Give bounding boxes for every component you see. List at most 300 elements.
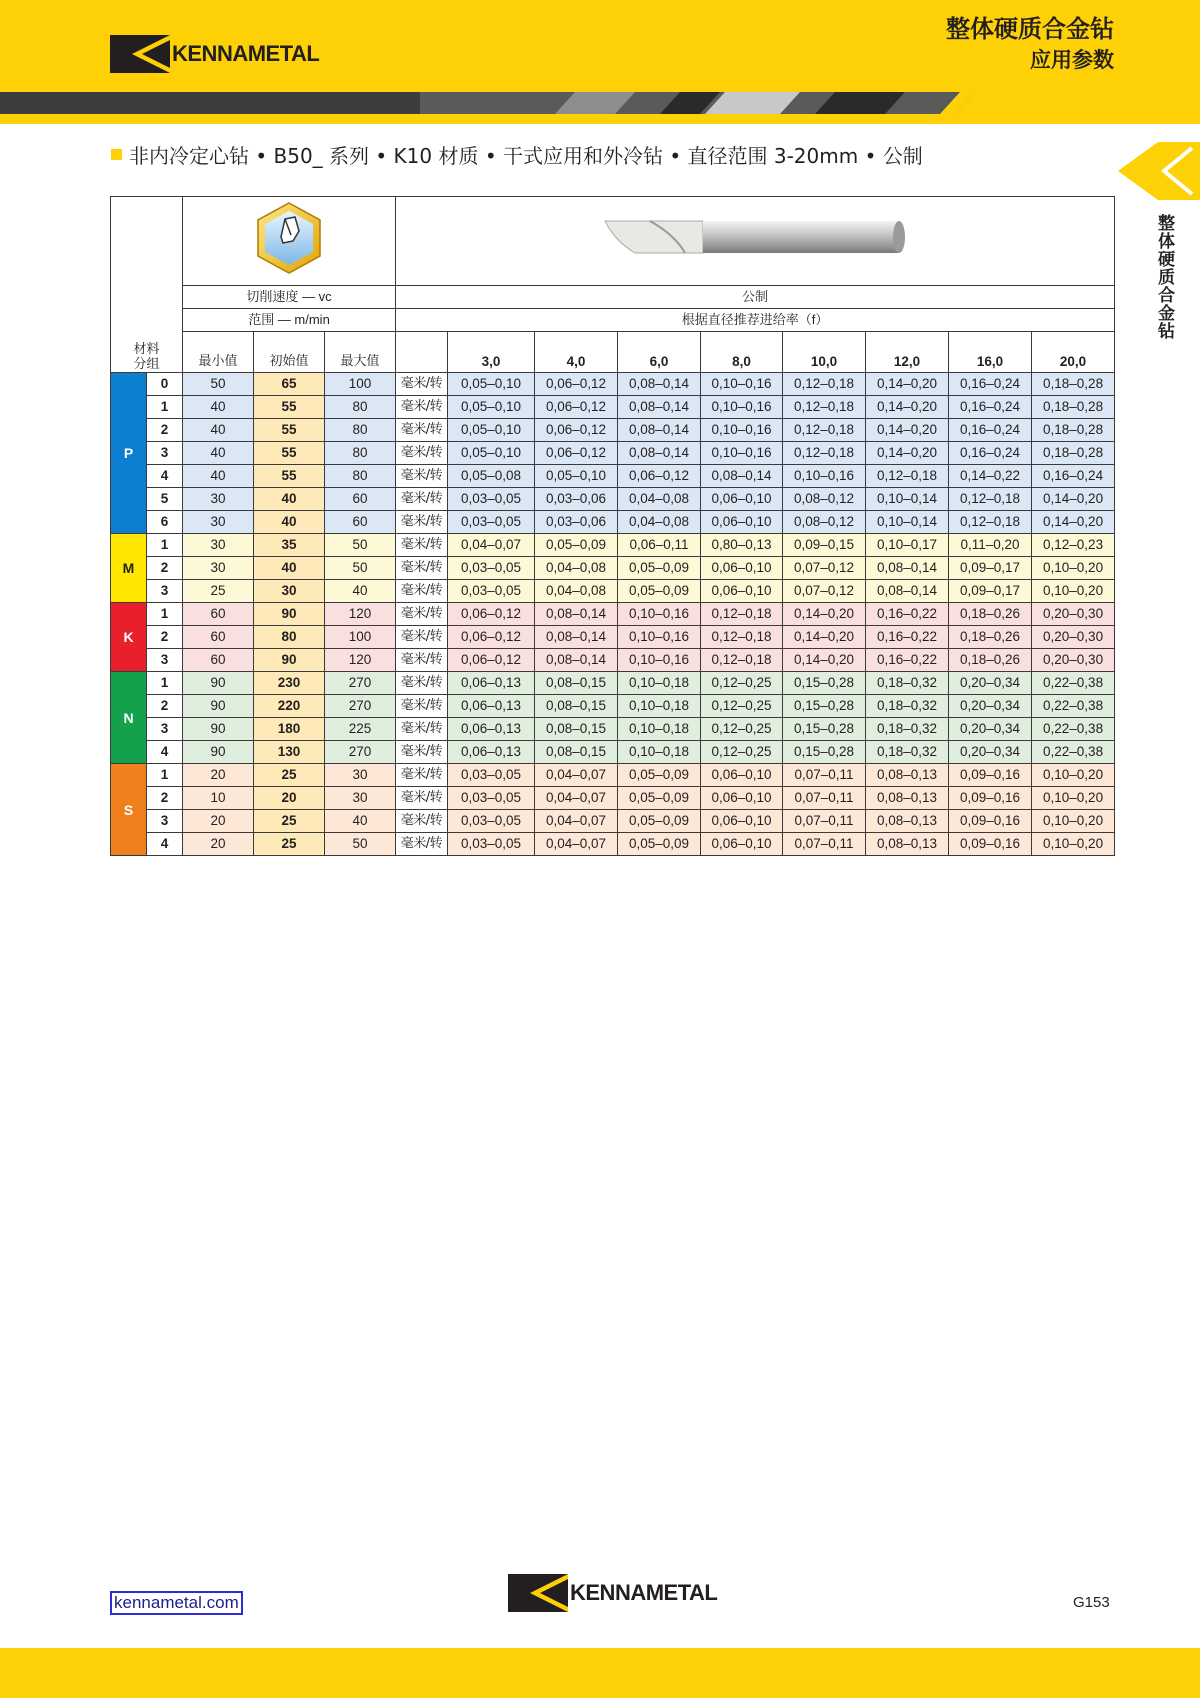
cutting-speed-label: 切削速度 — vc <box>183 286 396 309</box>
material-group-m: M <box>111 534 147 603</box>
subgroup-number: 3 <box>147 810 183 833</box>
feed-value: 0,06–0,13 <box>448 672 535 695</box>
feed-unit: 毫米/转 <box>396 511 448 534</box>
feed-value: 0,06–0,10 <box>701 810 783 833</box>
feed-value: 0,08–0,14 <box>866 580 949 603</box>
feed-value: 0,04–0,08 <box>618 511 701 534</box>
feed-value: 0,09–0,17 <box>949 580 1032 603</box>
subgroup-number: 0 <box>147 373 183 396</box>
speed-min: 90 <box>183 672 254 695</box>
table-row <box>111 442 1115 465</box>
feeds-speeds-table <box>110 196 1115 856</box>
diameter-header: 4,0 <box>535 332 618 373</box>
feed-value: 0,08–0,14 <box>866 557 949 580</box>
feed-value: 0,04–0,07 <box>535 764 618 787</box>
col-unit-blank <box>396 332 448 373</box>
speed-start: 40 <box>254 488 325 511</box>
feed-value: 0,14–0,20 <box>866 442 949 465</box>
page-subtitle: 应用参数 <box>1030 48 1114 72</box>
feed-value: 0,12–0,25 <box>701 718 783 741</box>
speed-max: 80 <box>325 419 396 442</box>
speed-max: 100 <box>325 373 396 396</box>
feed-value: 0,03–0,05 <box>448 557 535 580</box>
feed-value: 0,09–0,17 <box>949 557 1032 580</box>
feed-value: 0,18–0,28 <box>1032 442 1115 465</box>
section-heading-text: 非内冷定心钻 • B50_ 系列 • K10 材质 • 干式应用和外冷钻 • 直径范围 3-20mm • 公制 <box>129 144 923 168</box>
feed-value: 0,10–0,18 <box>618 695 701 718</box>
material-group-k: K <box>111 603 147 672</box>
hexagon-material-icon <box>255 201 323 275</box>
diameter-header: 6,0 <box>618 332 701 373</box>
feed-value: 0,04–0,08 <box>618 488 701 511</box>
feed-value: 0,20–0,34 <box>949 672 1032 695</box>
table-row <box>111 764 1115 787</box>
speed-start: 90 <box>254 649 325 672</box>
feed-value: 0,16–0,22 <box>866 626 949 649</box>
speed-min: 40 <box>183 465 254 488</box>
feed-value: 0,07–0,12 <box>783 557 866 580</box>
speed-max: 50 <box>325 557 396 580</box>
feed-value: 0,08–0,12 <box>783 511 866 534</box>
feed-value: 0,20–0,30 <box>1032 649 1115 672</box>
feed-value: 0,09–0,16 <box>949 764 1032 787</box>
feed-value: 0,06–0,13 <box>448 741 535 764</box>
subgroup-number: 3 <box>147 442 183 465</box>
subgroup-number: 1 <box>147 534 183 557</box>
table-row <box>111 557 1115 580</box>
feed-value: 0,14–0,20 <box>866 373 949 396</box>
feed-value: 0,12–0,18 <box>701 649 783 672</box>
feed-value: 0,15–0,28 <box>783 741 866 764</box>
subgroup-number: 4 <box>147 833 183 856</box>
feed-value: 0,10–0,16 <box>618 603 701 626</box>
speed-max: 40 <box>325 810 396 833</box>
feed-value: 0,09–0,16 <box>949 833 1032 856</box>
feed-value: 0,22–0,38 <box>1032 672 1115 695</box>
feed-value: 0,06–0,10 <box>701 833 783 856</box>
feed-value: 0,20–0,34 <box>949 718 1032 741</box>
feed-value: 0,08–0,14 <box>535 649 618 672</box>
col-start: 初始值 <box>254 332 325 373</box>
feed-value: 0,14–0,20 <box>783 649 866 672</box>
feed-value: 0,12–0,25 <box>701 741 783 764</box>
feed-value: 0,10–0,16 <box>701 442 783 465</box>
speed-max: 270 <box>325 695 396 718</box>
feed-value: 0,03–0,06 <box>535 511 618 534</box>
speed-start: 180 <box>254 718 325 741</box>
feed-value: 0,03–0,06 <box>535 488 618 511</box>
feed-value: 0,08–0,15 <box>535 672 618 695</box>
feed-value: 0,09–0,16 <box>949 787 1032 810</box>
speed-max: 50 <box>325 534 396 557</box>
diameter-header: 10,0 <box>783 332 866 373</box>
feed-value: 0,16–0,22 <box>866 649 949 672</box>
speed-range-label: 范围 — m/min <box>183 309 396 332</box>
feed-value: 0,14–0,20 <box>783 603 866 626</box>
feed-value: 0,10–0,20 <box>1032 833 1115 856</box>
feed-value: 0,05–0,10 <box>535 465 618 488</box>
table-row <box>111 373 1115 396</box>
speed-min: 10 <box>183 787 254 810</box>
col-min: 最小值 <box>183 332 254 373</box>
feed-value: 0,05–0,09 <box>535 534 618 557</box>
feed-value: 0,03–0,05 <box>448 833 535 856</box>
feed-unit: 毫米/转 <box>396 419 448 442</box>
speed-min: 20 <box>183 833 254 856</box>
speed-start: 20 <box>254 787 325 810</box>
feed-value: 0,05–0,09 <box>618 557 701 580</box>
feed-value: 0,12–0,18 <box>949 488 1032 511</box>
subgroup-number: 1 <box>147 396 183 419</box>
subgroup-number: 2 <box>147 419 183 442</box>
speed-start: 40 <box>254 557 325 580</box>
feed-value: 0,06–0,12 <box>618 465 701 488</box>
feed-value: 0,03–0,05 <box>448 580 535 603</box>
footer-kennametal-k-icon <box>508 1574 568 1612</box>
feed-value: 0,14–0,20 <box>866 419 949 442</box>
feed-value: 0,04–0,07 <box>448 534 535 557</box>
speed-max: 60 <box>325 511 396 534</box>
speed-start: 35 <box>254 534 325 557</box>
feed-value: 0,09–0,16 <box>949 810 1032 833</box>
feed-value: 0,08–0,15 <box>535 718 618 741</box>
feed-value: 0,08–0,15 <box>535 741 618 764</box>
subgroup-number: 1 <box>147 672 183 695</box>
feed-value: 0,12–0,18 <box>783 442 866 465</box>
speed-max: 100 <box>325 626 396 649</box>
feed-unit: 毫米/转 <box>396 626 448 649</box>
feed-value: 0,05–0,10 <box>448 419 535 442</box>
speed-min: 40 <box>183 419 254 442</box>
subgroup-number: 3 <box>147 580 183 603</box>
speed-max: 80 <box>325 396 396 419</box>
feed-value: 0,07–0,11 <box>783 764 866 787</box>
feed-value: 0,18–0,28 <box>1032 373 1115 396</box>
feed-value: 0,07–0,12 <box>783 580 866 603</box>
table-row <box>111 741 1115 764</box>
feed-value: 0,04–0,08 <box>535 557 618 580</box>
feed-value: 0,16–0,24 <box>1032 465 1115 488</box>
feed-value: 0,10–0,18 <box>618 672 701 695</box>
feed-value: 0,12–0,18 <box>783 396 866 419</box>
subgroup-number: 2 <box>147 557 183 580</box>
speed-start: 30 <box>254 580 325 603</box>
feed-value: 0,12–0,18 <box>866 465 949 488</box>
page-number: G153 <box>1073 1594 1110 1611</box>
feed-value: 0,14–0,20 <box>866 396 949 419</box>
feed-unit: 毫米/转 <box>396 764 448 787</box>
feed-unit: 毫米/转 <box>396 741 448 764</box>
feed-value: 0,07–0,11 <box>783 833 866 856</box>
footer-brand-logo[interactable] <box>508 1574 717 1612</box>
feed-value: 0,20–0,30 <box>1032 603 1115 626</box>
header-underline <box>0 114 1200 124</box>
feed-value: 0,06–0,10 <box>701 557 783 580</box>
speed-max: 40 <box>325 580 396 603</box>
feed-value: 0,12–0,25 <box>701 695 783 718</box>
feed-value: 0,16–0,24 <box>949 373 1032 396</box>
diameter-header: 20,0 <box>1032 332 1115 373</box>
feed-value: 0,08–0,14 <box>535 626 618 649</box>
feed-value: 0,10–0,20 <box>1032 557 1115 580</box>
feed-value: 0,06–0,10 <box>701 787 783 810</box>
footer-website-link[interactable]: kennametal.com <box>110 1591 243 1615</box>
speed-max: 225 <box>325 718 396 741</box>
speed-start: 55 <box>254 465 325 488</box>
subgroup-number: 1 <box>147 764 183 787</box>
feed-value: 0,10–0,20 <box>1032 810 1115 833</box>
speed-min: 30 <box>183 488 254 511</box>
footer-brand-name: KENNAMETAL <box>570 1580 718 1605</box>
speed-start: 25 <box>254 764 325 787</box>
feed-value: 0,08–0,14 <box>618 442 701 465</box>
feed-value: 0,15–0,28 <box>783 672 866 695</box>
feed-value: 0,20–0,34 <box>949 695 1032 718</box>
feed-value: 0,06–0,12 <box>535 373 618 396</box>
feed-value: 0,05–0,09 <box>618 787 701 810</box>
feed-value: 0,07–0,11 <box>783 810 866 833</box>
feed-value: 0,03–0,05 <box>448 810 535 833</box>
feed-value: 0,22–0,38 <box>1032 741 1115 764</box>
speed-min: 90 <box>183 718 254 741</box>
feed-value: 0,06–0,11 <box>618 534 701 557</box>
feed-value: 0,12–0,25 <box>701 672 783 695</box>
feed-value: 0,18–0,26 <box>949 649 1032 672</box>
feed-value: 0,06–0,10 <box>701 764 783 787</box>
feed-value: 0,20–0,30 <box>1032 626 1115 649</box>
subgroup-number: 4 <box>147 741 183 764</box>
page-title: 整体硬质合金钻 <box>946 15 1114 43</box>
feed-value: 0,16–0,24 <box>949 396 1032 419</box>
speed-min: 50 <box>183 373 254 396</box>
feed-value: 0,80–0,13 <box>701 534 783 557</box>
feed-unit: 毫米/转 <box>396 373 448 396</box>
feed-value: 0,06–0,12 <box>535 419 618 442</box>
feed-value: 0,08–0,14 <box>535 603 618 626</box>
feed-value: 0,05–0,09 <box>618 810 701 833</box>
table-row <box>111 603 1115 626</box>
material-group-label-line2: 分组 <box>133 357 160 372</box>
subgroup-number: 1 <box>147 603 183 626</box>
feed-value: 0,10–0,20 <box>1032 787 1115 810</box>
subgroup-number: 6 <box>147 511 183 534</box>
feed-value: 0,06–0,10 <box>701 580 783 603</box>
feed-value: 0,06–0,12 <box>448 626 535 649</box>
speed-max: 80 <box>325 465 396 488</box>
side-tab-label[interactable]: 整体硬质合金钻 <box>1154 214 1174 340</box>
speed-min: 25 <box>183 580 254 603</box>
feed-value: 0,11–0,20 <box>949 534 1032 557</box>
diameter-header: 12,0 <box>866 332 949 373</box>
feed-value: 0,08–0,13 <box>866 833 949 856</box>
material-group-p: P <box>111 373 147 534</box>
feed-value: 0,14–0,22 <box>949 465 1032 488</box>
feed-value: 0,06–0,12 <box>535 396 618 419</box>
brand-name: KENNAMETAL <box>172 41 320 66</box>
feed-value: 0,05–0,08 <box>448 465 535 488</box>
table-row <box>111 534 1115 557</box>
drill-image-cell <box>396 197 1115 286</box>
feed-unit: 毫米/转 <box>396 649 448 672</box>
feed-value: 0,10–0,14 <box>866 488 949 511</box>
feed-unit: 毫米/转 <box>396 442 448 465</box>
speed-min: 30 <box>183 557 254 580</box>
speed-max: 60 <box>325 488 396 511</box>
speed-min: 30 <box>183 511 254 534</box>
speed-min: 20 <box>183 764 254 787</box>
speed-start: 40 <box>254 511 325 534</box>
feed-rate-label: 根据直径推荐进给率（f） <box>396 309 1115 332</box>
speed-max: 50 <box>325 833 396 856</box>
feed-value: 0,18–0,32 <box>866 672 949 695</box>
feed-value: 0,06–0,10 <box>701 511 783 534</box>
feed-unit: 毫米/转 <box>396 672 448 695</box>
feed-unit: 毫米/转 <box>396 718 448 741</box>
feed-value: 0,05–0,09 <box>618 580 701 603</box>
table-row <box>111 718 1115 741</box>
feed-value: 0,12–0,18 <box>783 373 866 396</box>
feed-value: 0,10–0,20 <box>1032 580 1115 603</box>
diameter-header: 3,0 <box>448 332 535 373</box>
feed-value: 0,10–0,18 <box>618 741 701 764</box>
feed-value: 0,10–0,16 <box>701 396 783 419</box>
speed-min: 90 <box>183 695 254 718</box>
speed-min: 20 <box>183 810 254 833</box>
feed-value: 0,18–0,28 <box>1032 396 1115 419</box>
feed-value: 0,12–0,18 <box>701 626 783 649</box>
brand-logo[interactable] <box>110 35 319 73</box>
feed-value: 0,04–0,07 <box>535 833 618 856</box>
kennametal-k-icon <box>110 35 170 73</box>
speed-min: 60 <box>183 649 254 672</box>
header-title-block <box>946 14 1114 76</box>
feed-value: 0,08–0,13 <box>866 787 949 810</box>
feed-value: 0,14–0,20 <box>1032 488 1115 511</box>
feed-value: 0,09–0,15 <box>783 534 866 557</box>
feed-unit: 毫米/转 <box>396 787 448 810</box>
feed-unit: 毫米/转 <box>396 810 448 833</box>
feed-unit: 毫米/转 <box>396 833 448 856</box>
feed-value: 0,06–0,12 <box>535 442 618 465</box>
corner-cell <box>111 197 183 332</box>
table-row <box>111 511 1115 534</box>
table-row <box>111 833 1115 856</box>
subgroup-number: 3 <box>147 718 183 741</box>
footer-bar <box>0 1648 1200 1698</box>
feed-value: 0,16–0,24 <box>949 442 1032 465</box>
material-group-s: S <box>111 764 147 856</box>
speed-start: 90 <box>254 603 325 626</box>
feed-value: 0,12–0,18 <box>783 419 866 442</box>
feed-value: 0,16–0,22 <box>866 603 949 626</box>
subgroup-number: 2 <box>147 787 183 810</box>
material-group-n: N <box>111 672 147 764</box>
speed-start: 80 <box>254 626 325 649</box>
feed-value: 0,06–0,12 <box>448 603 535 626</box>
feed-value: 0,18–0,32 <box>866 695 949 718</box>
side-tab-chevron-icon <box>1118 142 1200 200</box>
feed-value: 0,18–0,32 <box>866 718 949 741</box>
speed-start: 230 <box>254 672 325 695</box>
table-row <box>111 488 1115 511</box>
subgroup-number: 5 <box>147 488 183 511</box>
feed-value: 0,16–0,24 <box>949 419 1032 442</box>
feed-value: 0,10–0,17 <box>866 534 949 557</box>
feed-value: 0,18–0,28 <box>1032 419 1115 442</box>
feed-value: 0,14–0,20 <box>1032 511 1115 534</box>
speed-min: 40 <box>183 396 254 419</box>
drill-illustration-icon <box>595 213 915 263</box>
feed-value: 0,10–0,16 <box>618 649 701 672</box>
feed-value: 0,10–0,20 <box>1032 764 1115 787</box>
table-row <box>111 810 1115 833</box>
table-row <box>111 787 1115 810</box>
speed-max: 270 <box>325 672 396 695</box>
material-group-label <box>111 332 183 373</box>
feed-value: 0,06–0,13 <box>448 695 535 718</box>
feed-unit: 毫米/转 <box>396 488 448 511</box>
feed-unit: 毫米/转 <box>396 580 448 603</box>
feed-value: 0,05–0,09 <box>618 764 701 787</box>
feed-value: 0,03–0,05 <box>448 764 535 787</box>
feed-value: 0,20–0,34 <box>949 741 1032 764</box>
feed-value: 0,18–0,32 <box>866 741 949 764</box>
speed-start: 130 <box>254 741 325 764</box>
feed-value: 0,03–0,05 <box>448 511 535 534</box>
speed-start: 55 <box>254 396 325 419</box>
speed-max: 30 <box>325 787 396 810</box>
feed-value: 0,10–0,14 <box>866 511 949 534</box>
speed-start: 25 <box>254 833 325 856</box>
feed-value: 0,22–0,38 <box>1032 718 1115 741</box>
speed-start: 220 <box>254 695 325 718</box>
feed-value: 0,05–0,10 <box>448 373 535 396</box>
feed-value: 0,18–0,26 <box>949 626 1032 649</box>
table-row <box>111 672 1115 695</box>
feed-unit: 毫米/转 <box>396 557 448 580</box>
col-max: 最大值 <box>325 332 396 373</box>
feed-value: 0,22–0,38 <box>1032 695 1115 718</box>
table-row <box>111 396 1115 419</box>
feed-value: 0,08–0,12 <box>783 488 866 511</box>
table-row <box>111 419 1115 442</box>
feed-value: 0,07–0,11 <box>783 787 866 810</box>
bullet-square-icon <box>111 149 122 160</box>
table-row <box>111 649 1115 672</box>
feed-value: 0,12–0,23 <box>1032 534 1115 557</box>
speed-start: 55 <box>254 442 325 465</box>
feed-value: 0,15–0,28 <box>783 718 866 741</box>
subgroup-number: 4 <box>147 465 183 488</box>
header-stripe <box>0 92 1200 114</box>
feed-value: 0,10–0,16 <box>783 465 866 488</box>
feed-unit: 毫米/转 <box>396 465 448 488</box>
diameter-header: 16,0 <box>949 332 1032 373</box>
feed-value: 0,10–0,16 <box>618 626 701 649</box>
speed-max: 120 <box>325 649 396 672</box>
speed-min: 40 <box>183 442 254 465</box>
speed-start: 55 <box>254 419 325 442</box>
subgroup-number: 3 <box>147 649 183 672</box>
table-row <box>111 626 1115 649</box>
feed-value: 0,08–0,14 <box>618 373 701 396</box>
feed-value: 0,05–0,10 <box>448 396 535 419</box>
feed-value: 0,03–0,05 <box>448 787 535 810</box>
subgroup-number: 2 <box>147 695 183 718</box>
feed-unit: 毫米/转 <box>396 396 448 419</box>
diameter-header: 8,0 <box>701 332 783 373</box>
feed-value: 0,06–0,12 <box>448 649 535 672</box>
